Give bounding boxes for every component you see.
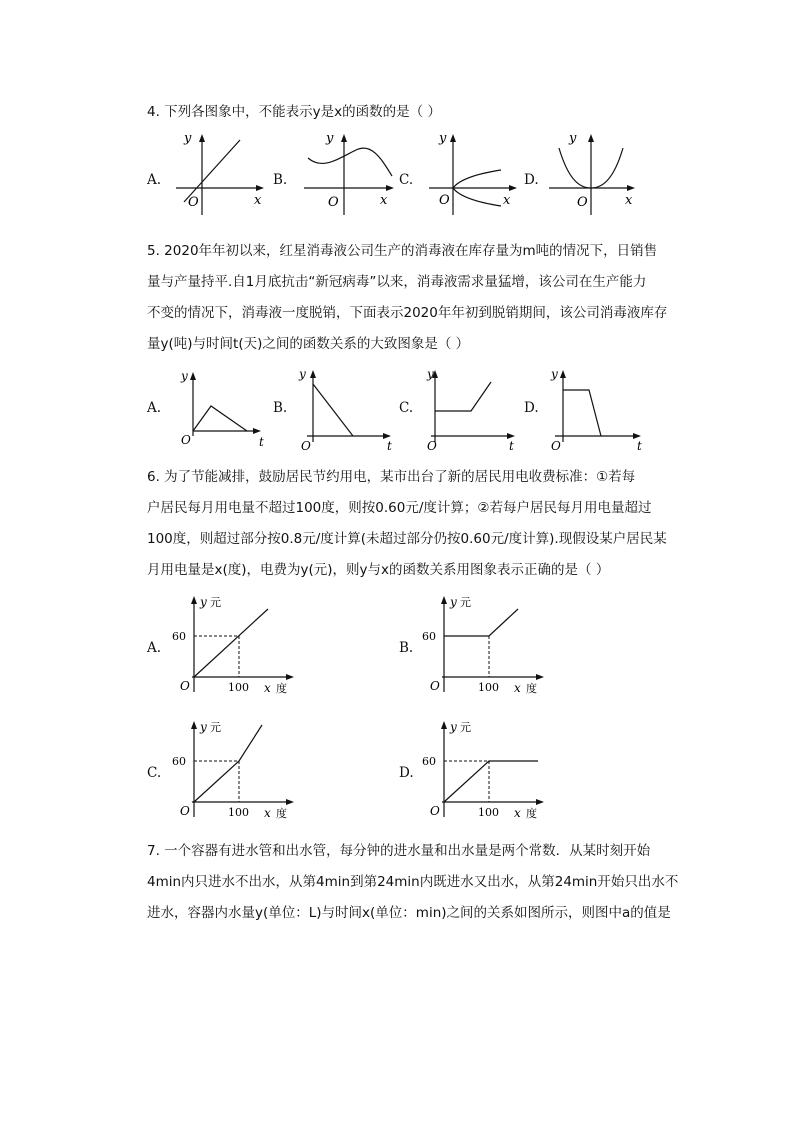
y-label: y [326, 131, 334, 146]
x-axis-arrow [536, 674, 544, 680]
question-6-line-1: 6. 为了节能减排，鼓励居民节约用电，某市出台了新的居民用电收费标准：①若每 [147, 469, 636, 485]
y-axis-arrow [191, 721, 197, 729]
q6-option-b-label: B. [399, 640, 414, 656]
y-tick-60: 60 [172, 630, 186, 643]
t-label: t [387, 439, 392, 453]
x-tick-100: 100 [478, 806, 499, 819]
t-label: t [637, 439, 642, 453]
t-label: t [509, 439, 514, 453]
function-line [444, 609, 518, 636]
q4-option-c-label: C. [399, 172, 414, 188]
function-line [444, 761, 538, 802]
x-axis-arrow [627, 185, 635, 191]
question-4-text: 4. 下列各图象中，不能表示y是x的函数的是（ ） [147, 104, 441, 120]
y-label: y [551, 367, 558, 381]
question-6-line-3: 100度，则超过部分按0.8元/度计算(未超过部分仍按0.60元/度计算).现假设某户居民某 [147, 531, 667, 547]
q4-option-d-label: D. [524, 172, 539, 188]
y-label: y [450, 595, 457, 609]
y-label: y [450, 720, 457, 734]
y-axis-arrow [341, 134, 347, 142]
question-6-line-4: 月用电量是x(度)，电费为y(元)，则y与x的函数关系用图象表示正确的是（ ） [147, 562, 610, 578]
function-line [193, 406, 247, 431]
y-tick-60: 60 [422, 755, 436, 768]
function-line [313, 384, 353, 436]
x-unit-label: 度 [526, 682, 537, 695]
q4-graph-c [425, 130, 525, 220]
origin-label: O [439, 193, 450, 208]
question-4 [147, 97, 677, 128]
q4-graph-b [300, 130, 400, 220]
x-tick-100: 100 [228, 806, 249, 819]
function-line [194, 725, 262, 802]
q5-graph-d [545, 362, 655, 452]
x-label: x [380, 193, 388, 208]
x-unit-label: 度 [276, 807, 287, 820]
x-axis-arrow [286, 799, 294, 805]
y-unit-label: 元 [460, 721, 471, 734]
q6-option-c-label: C. [147, 765, 162, 781]
y-label: y [299, 367, 306, 381]
question-5-line-1: 5. 2020年年初以来，红星消毒液公司生产的消毒液在库存量为m吨的情况下，日销售 [147, 243, 658, 259]
function-line [184, 140, 240, 202]
function-curve [308, 148, 392, 176]
y-unit-label: 元 [210, 596, 221, 609]
q5-option-d-label: D. [524, 400, 539, 416]
y-unit-label: 元 [210, 721, 221, 734]
y-axis-arrow [560, 370, 566, 378]
q6-graph-c [172, 717, 312, 822]
question-6 [147, 462, 677, 586]
x-label: x [254, 193, 262, 208]
y-tick-60: 60 [172, 755, 186, 768]
q6-graph-d [422, 717, 562, 822]
y-unit-label: 元 [460, 596, 471, 609]
origin-label: O [430, 804, 440, 818]
origin-label: O [301, 439, 311, 453]
origin-label: O [551, 439, 561, 453]
t-label: t [259, 435, 264, 449]
question-5 [147, 236, 677, 360]
question-7-line-3: 进水，容器内水量y(单位：L)与时间x(单位：min)之间的关系如图所示，则图中a的值是 [147, 905, 671, 921]
q6-graph-a [172, 592, 312, 697]
origin-label: O [180, 679, 190, 693]
question-7-line-2: 4min内只进水不出水，从第4min到第24min内既进水又出水，从第24min开始只出水不 [147, 874, 679, 890]
q6-option-a-label: A. [147, 640, 162, 656]
origin-label: O [577, 195, 588, 210]
origin-label: O [427, 439, 437, 453]
question-7 [147, 836, 677, 929]
x-axis-arrow [536, 799, 544, 805]
q5-graph-a [175, 366, 270, 451]
y-axis-arrow [190, 372, 196, 380]
y-axis-arrow [310, 370, 316, 378]
y-axis-arrow [199, 134, 205, 142]
q5-graph-b [295, 362, 405, 452]
function-line [435, 382, 491, 411]
question-5-line-3: 不变的情况下，消毒液一度脱销，下面表示2020年年初到脱销期间，该公司消毒液库存 [147, 305, 668, 321]
y-axis-arrow [191, 596, 197, 604]
y-label: y [184, 131, 192, 146]
y-label: y [200, 595, 207, 609]
t-axis-arrow [253, 428, 261, 434]
y-label: y [200, 720, 207, 734]
y-axis-arrow [441, 596, 447, 604]
function-line [563, 390, 601, 436]
q6-graph-b [422, 592, 562, 697]
q4-option-b-label: B. [273, 172, 288, 188]
x-axis-arrow [286, 674, 294, 680]
origin-label: O [328, 195, 339, 210]
q5-option-b-label: B. [273, 400, 288, 416]
y-label: y [427, 367, 434, 381]
q4-option-a-label: A. [147, 172, 162, 188]
y-label: y [181, 369, 188, 383]
q5-graph-c [425, 362, 525, 452]
q5-option-a-label: A. [147, 400, 162, 416]
x-label: x [514, 681, 521, 695]
y-axis-arrow [441, 721, 447, 729]
q4-graph-a [170, 130, 270, 220]
x-tick-100: 100 [228, 681, 249, 694]
y-axis-arrow [588, 134, 594, 142]
x-label: x [514, 806, 521, 820]
y-axis-arrow [450, 134, 456, 142]
question-5-line-4: 量y(吨)与时间t(天)之间的函数关系的大致图象是（ ） [147, 336, 470, 352]
question-6-line-2: 户居民每月用电量不超过100度，则按0.60元/度计算；②若每户居民每月用电量超过 [147, 500, 652, 516]
x-label: x [264, 681, 271, 695]
x-label: x [625, 193, 633, 208]
x-label: x [503, 193, 511, 208]
q5-option-c-label: C. [399, 400, 414, 416]
y-tick-60: 60 [422, 630, 436, 643]
x-axis-arrow [256, 185, 264, 191]
x-axis-arrow [509, 185, 517, 191]
question-7-line-1: 7. 一个容器有进水管和出水管，每分钟的进水量和出水量是两个常数．从某时刻开始 [147, 843, 651, 859]
question-5-line-2: 量与产量持平.自1月底抗击“新冠病毒”以来，消毒液需求量猛增，该公司在生产能力 [147, 274, 647, 290]
x-axis-arrow [386, 185, 394, 191]
y-label: y [569, 131, 577, 146]
q4-graph-d [545, 130, 645, 220]
q6-option-d-label: D. [399, 765, 414, 781]
function-line [194, 609, 268, 677]
y-label: y [439, 131, 447, 146]
origin-label: O [181, 433, 191, 447]
x-unit-label: 度 [526, 807, 537, 820]
origin-label: O [188, 195, 199, 210]
origin-label: O [180, 804, 190, 818]
origin-label: O [430, 679, 440, 693]
x-unit-label: 度 [276, 682, 287, 695]
x-tick-100: 100 [478, 681, 499, 694]
x-label: x [264, 806, 271, 820]
